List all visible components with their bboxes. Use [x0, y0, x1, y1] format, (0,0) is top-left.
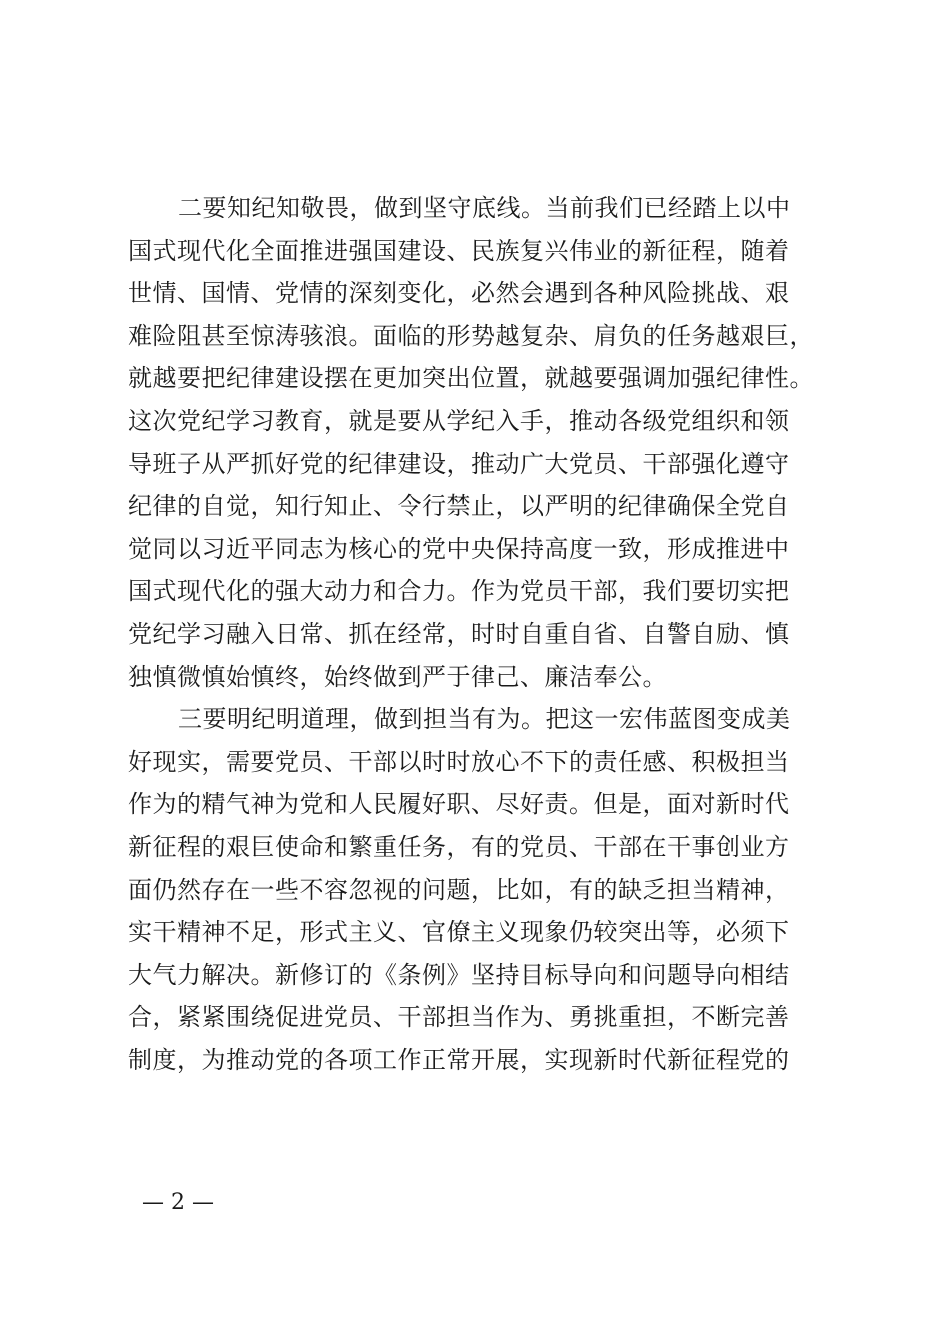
text-line: 导班子从严抓好党的纪律建设，推动广大党员、干部强化遵守 — [128, 449, 790, 478]
text-line: 纪律的自觉，知行知止、令行禁止，以严明的纪律确保全党自 — [128, 492, 790, 521]
text-line: 好现实，需要党员、干部以时时放心不下的责任感、积极担当 — [128, 747, 790, 776]
text-line: 就越要把纪律建设摆在更加突出位置，就越要强调加强纪律性。 — [128, 364, 814, 393]
page-number: — 2 — — [142, 1190, 214, 1215]
text-line: 国式现代化的强大动力和合力。作为党员干部，我们要切实把 — [128, 577, 790, 606]
paragraph-2 — [128, 187, 828, 698]
text-line: 三要明纪明道理，做到担当有为。把这一宏伟蓝图变成美 — [178, 705, 791, 734]
text-line: 觉同以习近平同志为核心的党中央保持高度一致，形成推进中 — [128, 534, 790, 563]
text-line: 二要知纪知敬畏，做到坚守底线。当前我们已经踏上以中 — [178, 194, 791, 222]
text-line: 面仍然存在一些不容忽视的问题，比如，有的缺乏担当精神， — [128, 875, 790, 904]
text-line: 实干精神不足，形式主义、官僚主义现象仍较突出等，必须下 — [128, 918, 790, 947]
text-line: 独慎微慎始慎终，始终做到严于律己、廉洁奉公。 — [128, 662, 667, 691]
text-line: 世情、国情、党情的深刻变化，必然会遇到各种风险挑战、艰 — [128, 279, 790, 308]
text-line: 党纪学习融入日常、抓在经常，时时自重自省、自警自励、慎 — [128, 619, 790, 648]
text-line: 新征程的艰巨使命和繁重任务，有的党员、干部在干事创业方 — [128, 832, 790, 861]
text-line: 大气力解决。新修订的《条例》坚持目标导向和问题导向相结 — [128, 960, 790, 989]
text-line: 这次党纪学习教育，就是要从学纪入手，推动各级党组织和领 — [128, 406, 790, 435]
text-line: 合，紧紧围绕促进党员、干部担当作为、勇挑重担，不断完善 — [128, 1003, 790, 1032]
text-line: 制度，为推动党的各项工作正常开展，实现新时代新征程党的 — [128, 1045, 790, 1074]
text-line: 难险阻甚至惊涛骇浪。面临的形势越复杂、肩负的任务越艰巨， — [128, 321, 814, 350]
body-text — [128, 187, 828, 1081]
text-line: 作为的精气神为党和人民履好职、尽好责。但是，面对新时代 — [128, 790, 790, 819]
text-line: 国式现代化全面推进强国建设、民族复兴伟业的新征程，随着 — [128, 236, 790, 265]
paragraph-3 — [128, 698, 828, 1081]
